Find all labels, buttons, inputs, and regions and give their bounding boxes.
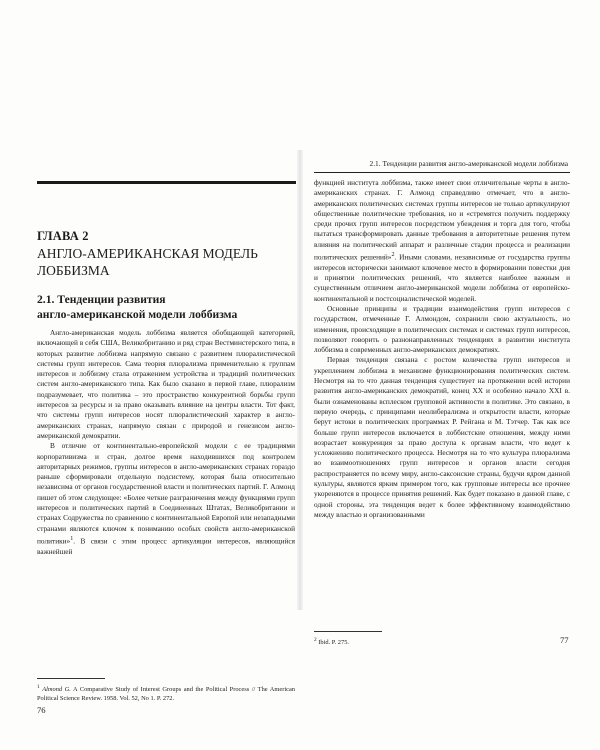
- section-title: [37, 293, 295, 322]
- paragraph: Основные принципы и традиции взаимодействия групп интересов с государством, отмеченные Г. Алмондом, сохранили свою актуальность, но изменения, происходящие в политических системах и системах групп интересов, позволяют говорить о разнонаправленных тенденциях в развитии института лоббизма в современных англо-американских демократиях.: [314, 303, 570, 355]
- footnote-rule: [314, 631, 382, 632]
- section-title-line-2: англо-американской модели лоббизма: [37, 307, 238, 321]
- page-number: 77: [560, 635, 569, 645]
- chapter-rule: [37, 181, 296, 184]
- paragraph: функцией института лоббизма, также имеет свои отличительные черты в англо-американских странах. Г. Алмонд справедливо отмечает, что в англо-американских политических системах группы интересов не только артикулируют общественные политические требования, но и «стремятся получить поддержку среди прочих групп интересов посредством убеждения и торга для того, чтобы пытаться трансформировать данные требования в авторитетные решения путем влияния на политический аппарат и различные стадии процесса и реализации политических решений»$^2$. Иными словами, независимые от государства группы интересов исторически занимают ключевое место в формировании повестки дня и принятии политических решений, что является наиболее важным и существенным отличием англо-американской модели лоббизма от европейско-континентальной и постсоциалистической моделей.: [314, 178, 570, 303]
- paragraph: Первая тенденция связана с ростом количества групп интересов и укреплением лоббизма в механизме функционирования политических систем. Несмотря на то что данная тенденция существует на протяжении всей истории развития англо-американских демократий, конец XX и особенно начало XXI в. были ознаменованы всплеском групповой активности в политике. Это связано, в первую очередь, с принципами неолиберализма и открытости власти, которые берут истоки в политических программах Р. Рейгана и М. Тэтчер. Так как все больше групп интересов включается в лоббистские отношения, между ними возрастает конкуренция за право доступа к органам власти, что ведет к усложнению политического процесса. Несмотря на то что культура плюрализма во взаимоотношениях групп интересов и органов власти сегодня распространяется по всему миру, англо-саксонские страны, будучи ядром данной культуры, являются ярким примером того, как групповые интересы все прочнее укореняются в процессе принятия решений. Как будет показано в данной главе, с одной стороны, эта тенденция ведет к более эффективному взаимодействию между властью и организованными: [314, 355, 570, 519]
- running-head: 2.1. Тенденции развития англо-американской модели лоббизма: [369, 159, 568, 168]
- right-page-body: [314, 178, 570, 520]
- chapter-title-line-1: АНГЛО-АМЕРИКАНСКАЯ МОДЕЛЬ: [37, 246, 258, 261]
- paragraph-text: В отличие от континентально-европейской модели с ее традициями корпоративизма и стран, долгое время находившихся под контролем авторитарных режимов, группы интересов в англо-американских странах гораздо раньше сформировали отдельную подсистему, которая была относительно независима от органов государственной власти и политических партий. Г. Алмонд пишет об этом следующее: «Более четкие разграничения между функциями групп интересов и политических партий в Соединенных Штатах, Великобритании и странах Содружества по сравнению с континентальной Европой или незападными странами являются ключом к пониманию особых свойств англо-американской политики»: [37, 441, 295, 546]
- footnote-rule: [37, 678, 105, 679]
- footnote-ref: 2: [391, 252, 395, 259]
- chapter-title: [37, 245, 287, 279]
- footnote: [37, 683, 295, 703]
- book-gutter: [297, 150, 303, 610]
- footnote-text: A Comparative Study of Interest Groups and the Political Process // The American Political Science Review. 1958. Vol. 52, No 1. P. 272.: [37, 686, 295, 702]
- running-head-rule: [314, 172, 570, 173]
- paragraph-text: Иными словами, независимые от государства группы интересов исторически занимают ключевое место в формировании повестки дня и принятии политических решений, что является наиболее важным и существенным отличием англо-американской модели лоббизма от европейско-континентальной и постсоциалистической моделей.: [314, 252, 570, 303]
- section-title-line-1: 2.1. Тенденции развития: [37, 293, 166, 306]
- chapter-number: ГЛАВА 2: [37, 229, 89, 243]
- paragraph: В отличие от континентально-европейской модели с ее традициями корпоративизма и стран, долгое время находившихся под контролем авторитарных режимов, группы интересов в англо-американских странах гораздо раньше сформировали отдельную подсистему, которая была относительно независима от органов государственной власти и политических партий. Г. Алмонд пишет об этом следующее: «Более четкие разграничения между функциями групп интересов и политических партий в Соединенных Штатах, Великобритании и странах Содружества по сравнению с континентальной Европой или незападными странами являются ключом к пониманию особых свойств англо-американской политики»$^1$. В связи с этим процесс артикуляции интересов, являющийся важнейшей: [37, 441, 295, 556]
- footnote-text: Ibid. P. 275.: [316, 639, 349, 647]
- footnote-author: Almond G.: [42, 686, 71, 694]
- paragraph-text: В связи с этим процесс артикуляции интересов, являющийся важнейшей: [37, 536, 295, 556]
- footnote-number: 1: [37, 684, 40, 690]
- chapter-title-line-2: ЛОББИЗМА: [37, 263, 110, 278]
- left-page-body: [37, 328, 295, 557]
- paragraph: Англо-американская модель лоббизма является обобщающей категорией, включающей в себя США, Великобританию и ряд стран Вестминстерского типа, в которых развитие лоббизма напрямую связано с развитием плюралистической системы групп интересов. Сама теория плюрализма применительно к группам интересов и лоббизму стала отражением устройства и традиций политических систем англо-американского типа. Как было сказано в первой главе, плюрализм подразумевает, что политика – это пространство конкурентной борьбы групп интересов за ресурсы и за право оказывать влияние на центры власти. Тот факт, что системы групп интересов носят плюралистический характер в англо-американских странах, напрямую связан с природой и генезисом англо-американской демократии.: [37, 328, 295, 440]
- paragraph-text: функцией института лоббизма, также имеет свои отличительные черты в англо-американских странах. Г. Алмонд справедливо отмечает, что в англо-американских политических системах группы интересов не только артикулируют общественные политические требования, но и «стремятся получить поддержку среди прочих групп интересов посредством убеждения и торга для того, чтобы пытаться трансформировать данные требования в авторитетные решения путем влияния на политический аппарат и различные стадии процесса и реализации политических решений»: [314, 178, 570, 262]
- footnote: [314, 636, 570, 648]
- page-number: 76: [37, 705, 46, 715]
- footnote-ref: 1: [70, 535, 74, 542]
- footnote-number: 2: [314, 637, 317, 643]
